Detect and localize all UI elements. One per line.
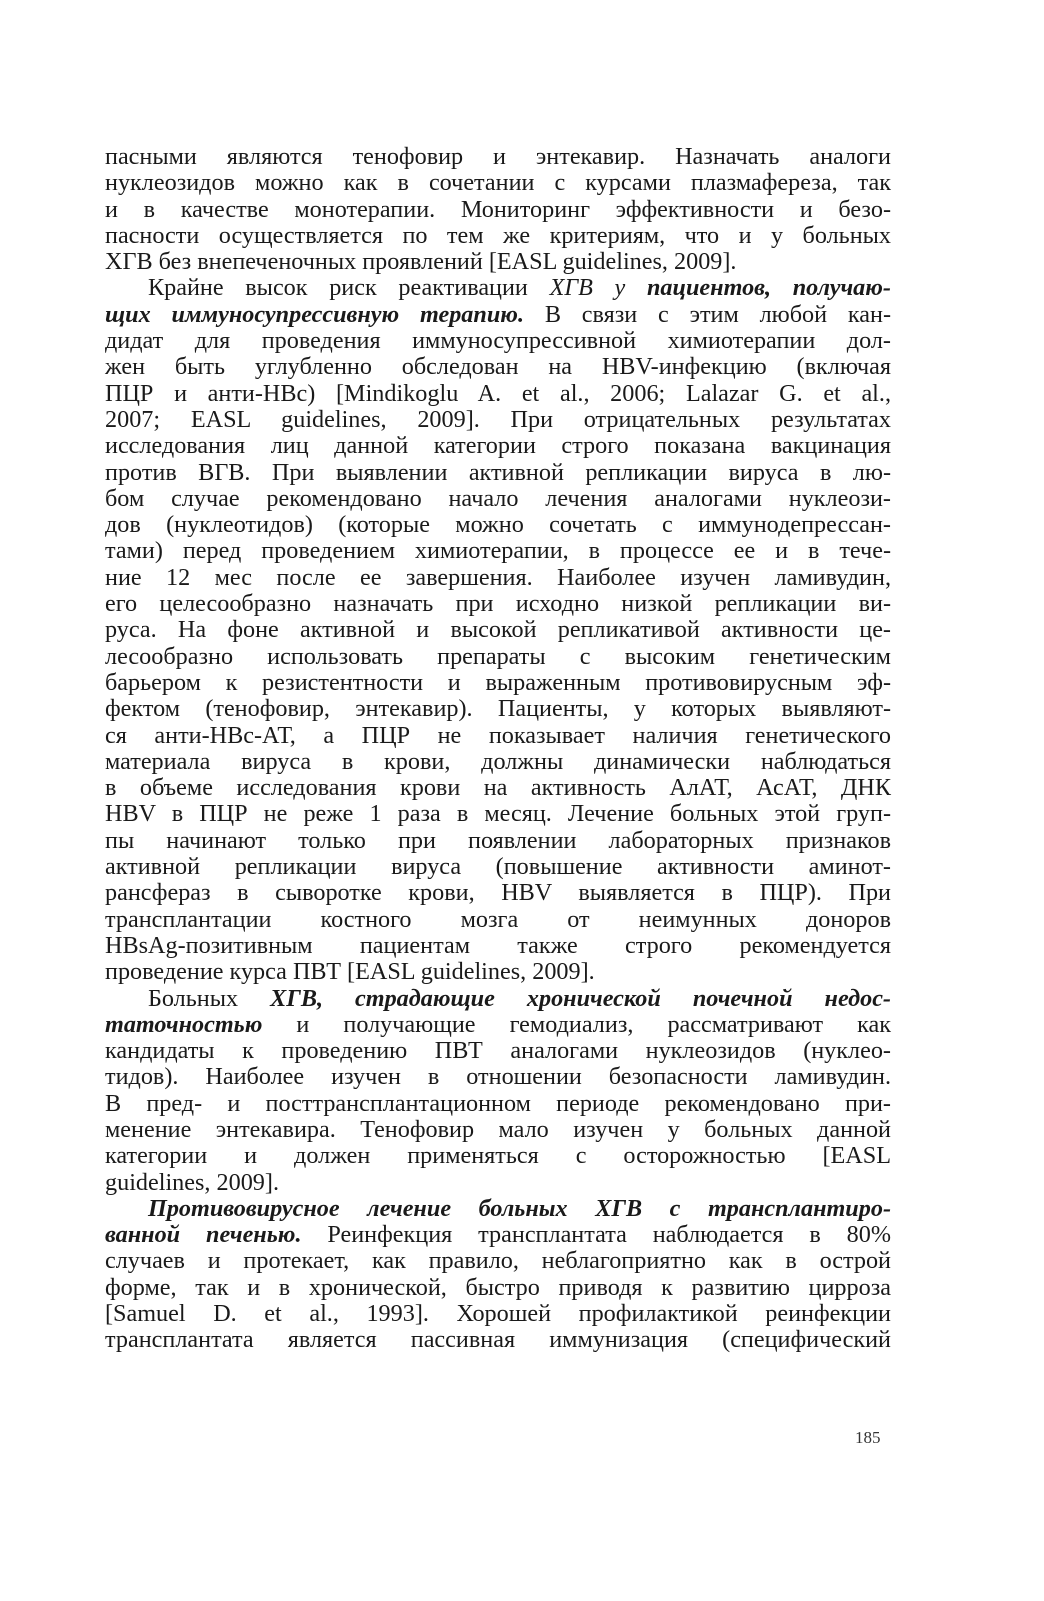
text-line: [105, 460, 891, 486]
text-segment: кандидаты к проведению ПВТ аналогами нуклеозидов (нуклео-: [105, 1037, 891, 1065]
text-line: [105, 223, 891, 249]
text-segment: фектом (тенофовир, энтекавир). Пациенты, у которых выявляют-: [105, 695, 891, 723]
text-segment: в объеме исследования крови на активность АлАТ, АсАТ, ДНК: [105, 774, 891, 802]
text-segment: Реинфекция трансплантата наблюдается в 80%: [301, 1221, 891, 1249]
text-segment: пасности осуществляется по тем же критериям, что и у больных: [105, 221, 891, 249]
text-segment: ние 12 мес после ее завершения. Наиболее изучен ламивудин,: [105, 563, 891, 591]
text-segment: против ВГВ. При выявлении активной репликации вируса в лю-: [105, 458, 891, 486]
text-segment: ПЦР и анти-HBc) [Mindikoglu A. et al., 2006; Lalazar G. et al.,: [105, 379, 891, 407]
text-line: [105, 1275, 891, 1301]
text-segment: активной репликации вируса (повышение активности аминот-: [105, 853, 891, 881]
emphasis-text: таточностью: [105, 1010, 263, 1038]
text-line: [105, 1248, 891, 1274]
text-segment: трансплантации костного мозга от неимунных доноров: [105, 905, 891, 933]
text-line: [105, 1170, 891, 1196]
text-segment: guidelines, 2009].: [105, 1168, 279, 1196]
text-segment: [Samuel D. et al., 1993]. Хорошей профилактикой реинфекции: [105, 1300, 891, 1328]
text-line: [105, 1143, 891, 1169]
text-segment: пы начинают только при появлении лабораторных признаков: [105, 826, 891, 854]
text-line: [105, 538, 891, 564]
text-line: [105, 1012, 891, 1038]
text-line: [105, 617, 891, 643]
page-body: [105, 144, 891, 1354]
text-line: [105, 1301, 891, 1327]
italic-text: ХГВ у: [549, 274, 647, 302]
text-line: [105, 986, 891, 1012]
text-segment: трансплантата является пассивная иммунизация (специфический: [105, 1326, 891, 1354]
text-line: [105, 1117, 891, 1143]
text-line: [105, 433, 891, 459]
text-segment: материала вируса в крови, должны динамически наблюдаться: [105, 747, 891, 775]
text-segment: и получающие гемодиализ, рассматривают как: [262, 1010, 891, 1038]
text-segment: проведение курса ПВТ [EASL guidelines, 2009].: [105, 958, 595, 986]
text-line: [105, 907, 891, 933]
text-segment: категории и должен применяться с осторожностью [EASL: [105, 1142, 891, 1170]
text-segment: HBsAg-позитивным пациентам также строго рекомендуется: [105, 931, 891, 959]
text-segment: лесообразно использовать препараты с высоким генетическим: [105, 642, 891, 670]
text-line: [105, 880, 891, 906]
text-line: [105, 644, 891, 670]
text-line: [105, 1327, 891, 1353]
text-line: [105, 775, 891, 801]
text-line: [105, 328, 891, 354]
emphasis-text: Противовирусное лечение больных ХГВ с трансплантиро-: [148, 1194, 891, 1222]
text-line: [105, 197, 891, 223]
text-segment: тами) перед проведением химиотерапии, в процессе ее и в тече-: [105, 537, 891, 565]
text-segment: ся анти-HBc-АТ, а ПЦР не показывает наличия генетического: [105, 721, 891, 749]
text-line: [105, 1196, 891, 1222]
text-segment: В связи с этим любой кан-: [524, 300, 892, 328]
text-segment: его целесообразно назначать при исходно низкой репликации ви-: [105, 590, 891, 618]
text-segment: и в качестве монотерапии. Мониторинг эффективности и безо-: [105, 195, 891, 223]
emphasis-text: щих иммуносупрессивную терапию.: [105, 300, 525, 328]
text-line: [105, 170, 891, 196]
text-segment: В пред- и посттрансплантационном периоде рекомендовано при-: [105, 1089, 891, 1117]
text-line: [105, 854, 891, 880]
text-line: [105, 591, 891, 617]
text-line: [105, 749, 891, 775]
text-segment: Больных: [148, 984, 271, 1012]
page-number: 185: [855, 1428, 881, 1447]
text-line: [105, 670, 891, 696]
text-line: [105, 354, 891, 380]
emphasis-text: ХГВ, страдающие хронической почечной недос-: [270, 984, 891, 1012]
text-segment: рансфераз в сыворотке крови, HBV выявляется в ПЦР). При: [105, 879, 891, 907]
text-line: [105, 381, 891, 407]
text-segment: HBV в ПЦР не реже 1 раза в месяц. Лечение больных этой груп-: [105, 800, 891, 828]
text-segment: бом случае рекомендовано начало лечения аналогами нуклеози-: [105, 484, 891, 512]
text-segment: 2007; EASL guidelines, 2009]. При отрицательных результатах: [105, 405, 891, 433]
text-line: [105, 696, 891, 722]
text-segment: случаев и протекает, как правило, неблагоприятно как в острой: [105, 1247, 891, 1275]
text-line: [105, 1222, 891, 1248]
text-line: [105, 1064, 891, 1090]
text-line: [105, 512, 891, 538]
text-line: [105, 249, 891, 275]
text-line: [105, 486, 891, 512]
text-line: [105, 959, 891, 985]
text-segment: Крайне высок риск реактивации: [148, 274, 550, 302]
text-line: [105, 565, 891, 591]
text-segment: исследования лиц данной категории строго показана вакцинация: [105, 432, 891, 460]
text-segment: пасными являются тенофовир и энтекавир. Назначать аналоги: [105, 143, 891, 170]
text-line: [105, 1091, 891, 1117]
text-line: [105, 801, 891, 827]
text-segment: барьером к резистентности и выраженным противовирусным эф-: [105, 668, 891, 696]
text-segment: тидов). Наиболее изучен в отношении безопасности ламивудин.: [105, 1063, 891, 1091]
text-line: [105, 275, 891, 301]
text-segment: нуклеозидов можно как в сочетании с курсами плазмафереза, так: [105, 169, 891, 197]
text-line: [105, 723, 891, 749]
text-line: [105, 302, 891, 328]
text-segment: менение энтекавира. Тенофовир мало изучен у больных данной: [105, 1115, 891, 1143]
text-segment: форме, так и в хронической, быстро приводя к развитию цирроза: [105, 1273, 891, 1301]
text-line: [105, 1038, 891, 1064]
text-line: [105, 828, 891, 854]
text-line: [105, 407, 891, 433]
text-line: [105, 933, 891, 959]
text-segment: дов (нуклеотидов) (которые можно сочетать с иммунодепрессан-: [105, 511, 891, 539]
text-segment: руса. На фоне активной и высокой репликативой активности це-: [105, 616, 891, 644]
emphasis-text: ванной печенью.: [105, 1221, 302, 1249]
text-segment: дидат для проведения иммуносупрессивной химиотерапии дол-: [105, 327, 891, 355]
text-segment: жен быть углубленно обследован на HBV-инфекцию (включая: [105, 353, 891, 381]
emphasis-text: пациентов, получаю-: [646, 274, 891, 302]
text-line: [105, 144, 891, 170]
text-segment: ХГВ без внепеченочных проявлений [EASL guidelines, 2009].: [105, 248, 737, 276]
